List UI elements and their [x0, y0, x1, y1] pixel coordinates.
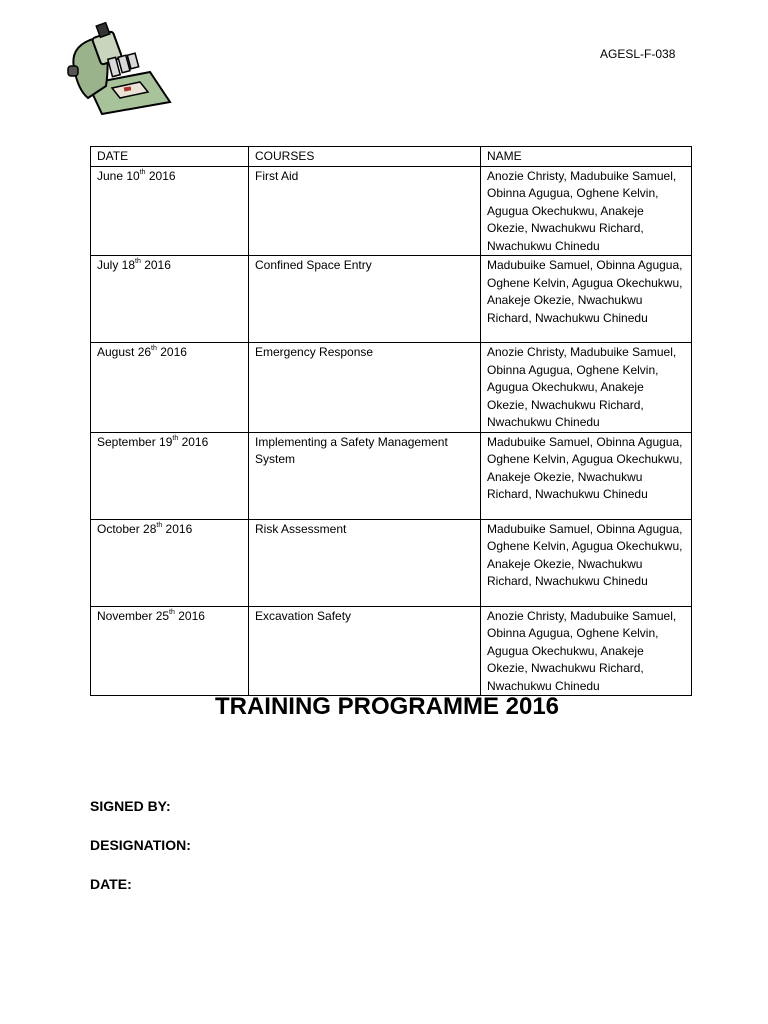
course-cell: Confined Space Entry [249, 256, 481, 343]
date-year: 2016 [145, 168, 176, 183]
date-year: 2016 [140, 258, 171, 272]
date-label: DATE: [90, 876, 132, 892]
column-header-courses: COURSES [249, 147, 481, 167]
date-text: October 28 [97, 521, 157, 536]
course-cell: First Aid [249, 166, 481, 256]
course-cell: Risk Assessment [249, 519, 481, 606]
table-header-row [91, 147, 692, 167]
logo [66, 20, 176, 116]
date-text: July 18 [97, 258, 136, 272]
date-ordinal: th [135, 258, 141, 265]
date-year: 2016 [174, 608, 205, 623]
page-title: TRAINING PROGRAMME 2016 [214, 693, 560, 720]
names-cell: Anozie Christy, Madubuike Samuel, Obinna Agugua, Oghene Kelvin, Agugua Okechukwu, Anakeje Okezie, Nwachukwu Richard, Nwachukwu Chinedu [481, 606, 692, 696]
date-ordinal: th [139, 168, 146, 176]
date-text: August 26 [97, 345, 152, 359]
table-row [91, 343, 692, 433]
microscope-icon [66, 20, 176, 116]
date-ordinal: th [156, 521, 163, 529]
names-cell: Madubuike Samuel, Obinna Agugua, Oghene Kelvin, Agugua Okechukwu, Anakeje Okezie, Nwachukwu Richard, Nwachukwu Chinedu [481, 432, 692, 519]
designation-label: DESIGNATION: [90, 837, 191, 853]
training-schedule-table [90, 146, 692, 696]
column-header-name: NAME [481, 147, 692, 167]
date-cell [91, 606, 249, 696]
table-row [91, 519, 692, 606]
date-cell [91, 432, 249, 519]
table-row [91, 256, 692, 343]
course-cell: Implementing a Safety Management System [249, 432, 481, 519]
table-row [91, 166, 692, 256]
date-text: September 19 [97, 434, 173, 449]
date-text: June 10 [97, 168, 140, 183]
signed-by-label: SIGNED BY: [90, 798, 171, 814]
names-cell: Anozie Christy, Madubuike Samuel, Obinna Agugua, Oghene Kelvin, Agugua Okechukwu, Anakeje Okezie, Nwachukwu Richard, Nwachukwu Chinedu [481, 166, 692, 256]
date-year: 2016 [156, 345, 187, 359]
date-ordinal: th [151, 345, 157, 352]
date-ordinal: th [169, 608, 175, 616]
course-cell: Excavation Safety [249, 606, 481, 696]
names-cell: Madubuike Samuel, Obinna Agugua, Oghene Kelvin, Agugua Okechukwu, Anakeje Okezie, Nwachukwu Richard, Nwachukwu Chinedu [481, 519, 692, 606]
date-cell [91, 519, 249, 606]
date-cell [91, 343, 249, 433]
date-cell [91, 166, 249, 256]
table-row [91, 606, 692, 696]
date-year: 2016 [162, 521, 193, 536]
date-text: November 25 [97, 608, 170, 623]
table-row [91, 432, 692, 519]
date-cell [91, 256, 249, 343]
column-header-date: DATE [91, 147, 249, 167]
course-cell: Emergency Response [249, 343, 481, 433]
names-cell: Anozie Christy, Madubuike Samuel, Obinna Agugua, Oghene Kelvin, Agugua Okechukwu, Anakeje Okezie, Nwachukwu Richard, Nwachukwu Chinedu [481, 343, 692, 433]
names-cell: Madubuike Samuel, Obinna Agugua, Oghene Kelvin, Agugua Okechukwu, Anakeje Okezie, Nwachukwu Richard, Nwachukwu Chinedu [481, 256, 692, 343]
date-ordinal: th [172, 434, 179, 442]
date-year: 2016 [178, 434, 209, 449]
form-code: AGESL-F-038 [600, 47, 676, 61]
